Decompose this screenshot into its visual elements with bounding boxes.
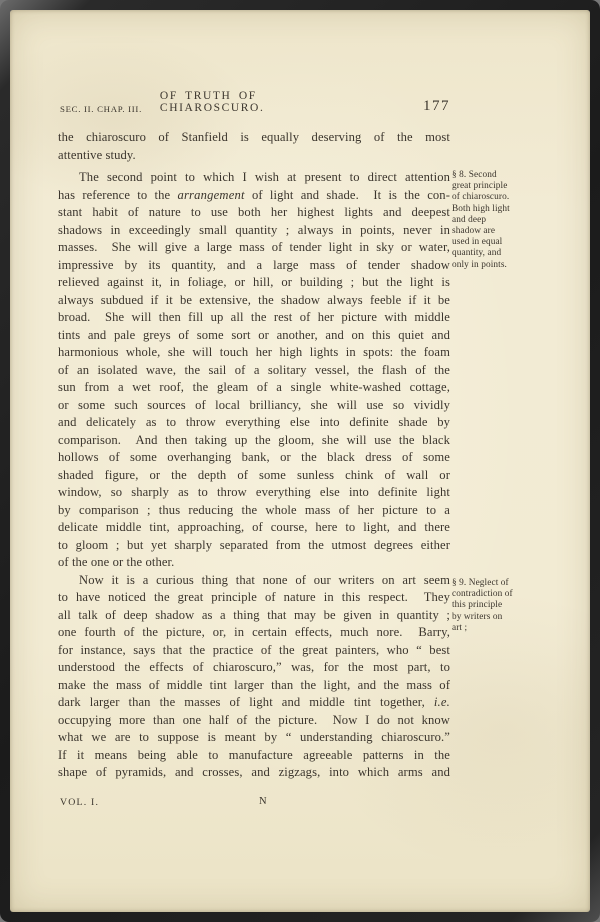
side-note-line: § 8. Second [452,170,497,180]
text-line: what we are to suppose is meant by “ understanding chiaroscuro.” [58,730,450,744]
text-line: harmonious whole, she will touch her high lights in spots: the foam [58,345,450,359]
header-page-number: 177 [423,98,450,114]
text-line: attentive study. [58,147,136,162]
side-note-line: shadow are [452,226,496,237]
text-line: one fourth of the picture, or, in certain effects, much nore. Barry, [58,625,450,639]
side-note-line: by writers on [452,611,503,622]
side-note-line: quantity, and [452,248,502,259]
side-note-line: used in equal [452,237,503,248]
text-line: for instance, says that the practice of the great painters, who “ best [58,642,450,657]
text-line: always subdued if it be extensive, the shadow always feeble if it be [58,292,450,307]
text-line: all talk of deep shadow as a thing that may be given in quantity ; [58,607,450,622]
text-line: hollows of some overhanging bank, or the black dress of some [58,450,450,464]
running-header [58,90,450,114]
text-line: shape of pyramids, and crosses, and zigzags, into which arms and [58,765,450,779]
text-line: to gloom ; but yet sharply separated from the utmost degrees either [58,537,450,552]
text-line: impressive by its quantity, and a large mass of tender shadow [58,257,450,272]
book-page [10,10,590,912]
text-line: The second point to which I wish at present to direct attention [79,170,450,184]
text-line: broad. She will then fill up all the rest of her picture with middle [58,310,450,324]
side-note-line: Both high light [452,203,510,214]
text-line: Now it is a curious thing that none of our writers on art seem [79,572,450,587]
paragraph [58,169,450,572]
side-note-line: and deep [452,214,487,225]
main-text [58,129,450,782]
text-line: has reference to the arrangement of light and shade. It is the con- [58,187,450,202]
side-note-line: § 9. Neglect of [452,578,509,588]
text-line: relieved against it, in foliage, or hill, or building ; but the light is [58,275,450,289]
text-line: If it means being able to manufacture agreeable patterns in the [58,747,450,762]
side-note-line: art ; [452,622,468,633]
text-line: masses. She will give a large mass of tender light in sky or water, [58,240,450,254]
text-line: make the mass of middle tint larger than the light, and the mass of [58,677,450,692]
footer-volume-label: VOL. I. [60,797,100,808]
text-line: or some such sources of local brilliancy, she will use so vividly [58,397,450,412]
text-line: and delicately as to throw everything else into definite shade by [58,415,450,429]
text-line: comparison. And then taking up the gloom, she will use the black [58,432,450,447]
text-line: shaded figure, or the depth of some sunless chink of wall or [58,467,450,482]
text-line: shadows in exceedingly small quantity ; always in points, never in [58,222,450,237]
side-note-line: of chiaroscuro. [452,192,510,203]
text-line: delicate middle tint, approaching, of course, here to light, and there [58,520,450,534]
side-note-section-8 [452,170,554,271]
side-note-section-9 [452,578,554,634]
text-line: of the one or the other. [58,555,175,569]
side-note-line: this principle [452,600,503,611]
text-line: understood the effects of chiaroscuro,” was, for the most part, to [58,660,450,674]
side-note-line: contradiction of [452,589,513,600]
side-note-line: only in points. [452,259,507,270]
text-line: sun from a wet roof, the gleam of a single white-washed cottage, [58,380,450,394]
header-section-label: SEC. II. CHAP. III. [60,104,142,114]
paragraph [58,572,450,782]
text-line: tints and pale greys of some sort or another, and on this quiet and [58,327,450,342]
text-line: by comparison ; thus reducing the whole mass of her picture to a [58,502,450,517]
text-line: stant habit of nature to use both her highest lights and deepest [58,205,450,219]
paragraph [58,129,450,164]
text-line: the chiaroscuro of Stanfield is equally deserving of the most [58,130,450,144]
side-note-line: great principle [452,181,508,192]
text-line: dark larger than the masses of light and middle tint together, i.e. [58,695,450,709]
header-chapter-title: OF TRUTH OF CHIAROSCURO. [159,90,265,114]
text-line: of an isolated wave, the sail of a solitary vessel, the flash of the [58,362,450,377]
footer-signature-mark: N [259,796,268,807]
text-line: window, so sharply as to throw everything else into definite light [58,485,450,499]
text-line: to have noticed the great principle of nature in this respect. They [58,590,450,604]
text-line: occupying more than one half of the picture. Now I do not know [58,712,450,727]
